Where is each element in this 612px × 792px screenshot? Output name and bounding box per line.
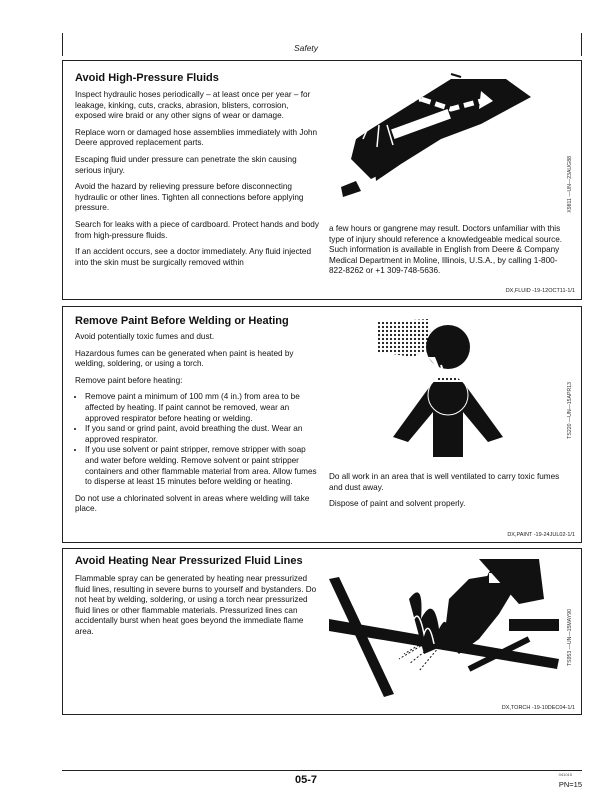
paragraph: Inspect hydraulic hoses periodically – at least once per year – for leakage, kinking, cuts, cracks, abrasion, blisters, corrosion, exposed wire braid or any other signs of wear or damage. xyxy=(75,90,311,121)
section-right-column xyxy=(329,224,569,283)
document-code: DX,PAINT -19-24JUL02-1/1 xyxy=(507,532,575,538)
figure-caption: TS220 —UN—15APR13 xyxy=(567,382,573,439)
figure-caption: X9811 —UN—23AUG88 xyxy=(567,156,573,213)
paragraph: Dispose of paint and solvent properly. xyxy=(329,499,466,509)
footer-pn: PN=15 xyxy=(558,780,582,789)
section-remove-paint xyxy=(62,306,582,543)
paragraph: Flammable spray can be generated by heating near pressurized fluid lines, resulting in severe burns to yourself and bystanders. Do not heat by welding, soldering, or using a torch near pressurized fluid lines or other flammable materials. Pressurized lines can accidentally burst when heat goes beyond the immediate flame area. xyxy=(75,574,317,636)
section-right-column xyxy=(329,472,569,516)
section-left-column xyxy=(75,90,321,274)
section-heating-pressurized-lines xyxy=(62,548,582,715)
footer-rule xyxy=(62,770,582,771)
paragraph: Avoid potentially toxic fumes and dust. xyxy=(75,332,215,341)
running-header: Safety xyxy=(293,43,319,53)
section-title: Avoid Heating Near Pressurized Fluid Lines xyxy=(75,555,303,567)
section-high-pressure-fluids xyxy=(62,60,582,300)
paragraph: Replace worn or damaged hose assemblies immediately with John Deere approved replacement parts. xyxy=(75,127,318,148)
bullet-list xyxy=(75,392,321,487)
figure-caption: TS953 —UN—15MAY90 xyxy=(567,609,573,666)
paragraph: Hazardous fumes can be generated when paint is heated by welding, soldering, or using a torch. xyxy=(75,348,294,369)
paragraph: a few hours or gangrene may result. Doctors unfamiliar with this type of injury should reference a knowledgeable medical source. Such information is available in English from Deere & Company Medical Department in Moline, Illinois, U.S.A., by calling 1-800-822-8262 or +1 309-748-5636. xyxy=(329,224,563,276)
torch-flame-lines-icon xyxy=(329,559,565,699)
paragraph: Avoid the hazard by relieving pressure before disconnecting hydraulic or other lines. Tighten all connections before applying pressure. xyxy=(75,182,304,213)
page-number: 05-7 xyxy=(294,774,318,786)
section-left-column xyxy=(75,332,321,521)
section-title: Avoid High-Pressure Fluids xyxy=(75,72,219,84)
footer-small-code: 041015 xyxy=(558,772,572,777)
paragraph: Do not use a chlorinated solvent in areas where welding will take place. xyxy=(75,493,310,514)
list-item: • Remove paint a minimum of 100 mm (4 in.) from area to be affected by heating. If paint cannot be removed, wear an approved respirator before heating or welding. xyxy=(85,392,321,424)
section-left-column xyxy=(75,574,321,644)
paragraph: If an accident occurs, see a doctor immediately. Any fluid injected into the skin must be surgically removed within xyxy=(75,247,312,267)
section-title: Remove Paint Before Welding or Heating xyxy=(75,315,289,327)
list-item: • If you sand or grind paint, avoid breathing the dust. Wear an approved respirator. xyxy=(85,424,321,445)
paragraph: Search for leaks with a piece of cardboard. Protect hands and body from high-pressure fluids. xyxy=(75,219,319,240)
paragraph: Escaping fluid under pressure can penetrate the skin causing serious injury. xyxy=(75,154,297,175)
list-item: • If you use solvent or paint stripper, remove stripper with soap and water before welding. Remove solvent or paint stripper containers and other flammable material from area. Allow fumes to disperse at least 15 minutes before welding or heating. xyxy=(85,445,321,487)
document-code: DX,TORCH -19-10DEC04-1/1 xyxy=(501,705,575,711)
paragraph: Do all work in an area that is well ventilated to carry toxic fumes and dust away. xyxy=(329,472,560,492)
document-code: DX,FLUID -19-12OCT11-1/1 xyxy=(505,288,575,294)
high-pressure-fluid-hand-icon xyxy=(331,69,563,209)
paragraph: Remove paint before heating: xyxy=(75,375,183,385)
toxic-fumes-person-icon xyxy=(373,317,523,457)
